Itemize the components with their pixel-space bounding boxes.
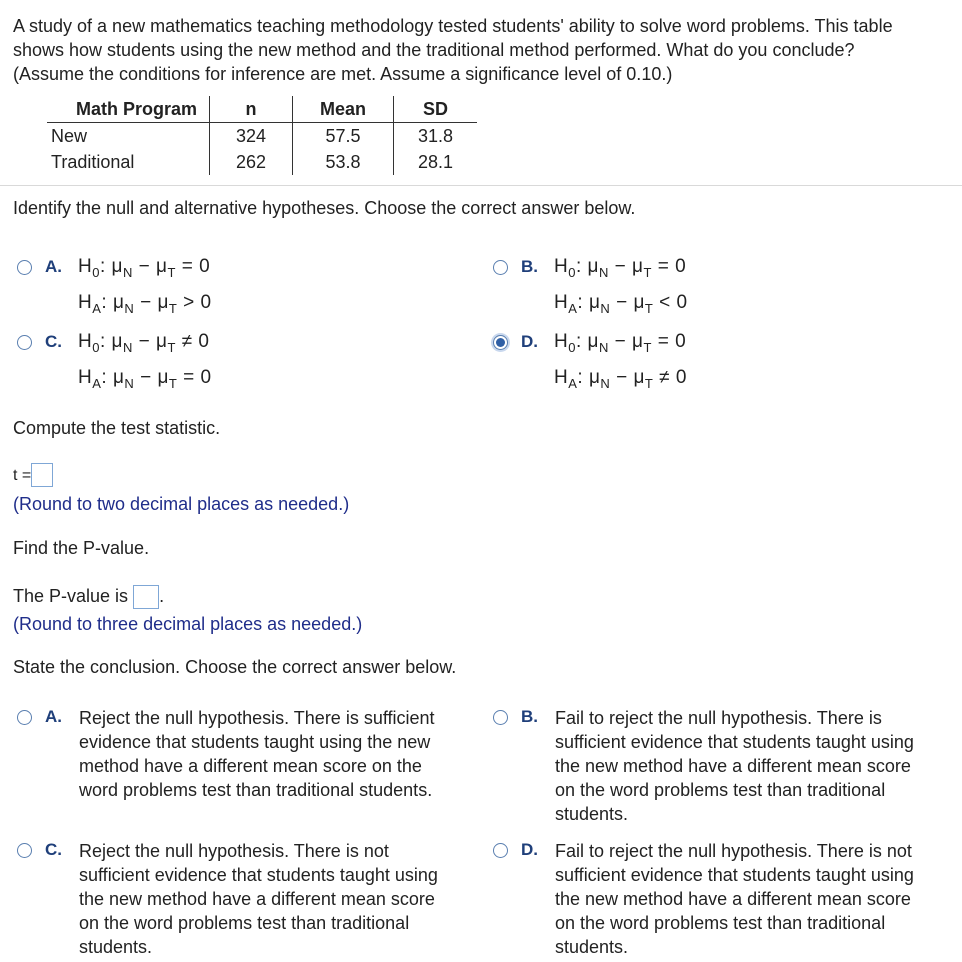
hypothesis-option-c-radio[interactable]	[17, 335, 32, 350]
p-value-suffix: .	[159, 585, 165, 606]
table-row	[47, 149, 477, 175]
conclusion-option-b-radio[interactable]	[493, 710, 508, 725]
p-value-input[interactable]	[133, 585, 159, 609]
hypothesis-option-d-radio[interactable]	[493, 335, 508, 350]
problem-line-2: shows how students using the new method and the traditional method performed. What do you conclude?	[13, 40, 855, 60]
conclusion-option-d[interactable]: Fail to reject the null hypothesis. There is not sufficient evidence that students taught using the new method have a different mean score on the word problems test than traditional students.	[555, 841, 914, 957]
table-cell: New	[51, 125, 88, 146]
conclusion-option-c-radio[interactable]	[17, 843, 32, 858]
table-cell: 28.1	[394, 149, 478, 175]
column-header-mean: Mean	[293, 96, 394, 123]
conclusion-option-d-radio[interactable]	[493, 843, 508, 858]
table-cell: 262	[210, 149, 293, 175]
table-cell: 57.5	[293, 123, 394, 150]
option-letter: A.	[45, 257, 62, 276]
column-header-program: Math Program	[75, 98, 197, 119]
option-letter: B.	[521, 257, 538, 276]
conclusion-prompt: State the conclusion. Choose the correct answer below.	[13, 657, 457, 677]
table-cell: 53.8	[293, 149, 394, 175]
test-statistic-row	[13, 463, 53, 487]
hypothesis-option-b-radio[interactable]	[493, 260, 508, 275]
t-label: t =	[13, 466, 32, 484]
hypothesis-option-a-radio[interactable]	[17, 260, 32, 275]
column-header-n: n	[210, 96, 293, 123]
option-letter: D.	[521, 840, 538, 859]
test-statistic-input[interactable]	[31, 463, 53, 487]
option-letter: A.	[45, 707, 62, 726]
column-header-sd: SD	[394, 96, 478, 123]
hypothesis-option-b[interactable]: $H_0$: $\mu_N - \mu_T = 0$ $H_A$: $\mu_N - \mu_T < 0$	[554, 256, 688, 316]
hypothesis-option-a[interactable]: $H_0$: $\mu_N - \mu_T = 0$ $H_A$: $\mu_N - \mu_T > 0$	[78, 256, 212, 316]
hypothesis-option-d[interactable]: $H_0$: $\mu_N - \mu_T = 0$ $H_A$: $\mu_N - \mu_T \ne 0$	[554, 331, 687, 391]
test-statistic-prompt: Compute the test statistic.	[13, 418, 221, 438]
table-header-row	[47, 96, 477, 123]
table-cell: 324	[210, 123, 293, 150]
hypotheses-prompt: Identify the null and alternative hypotheses. Choose the correct answer below.	[13, 198, 636, 218]
option-letter: C.	[45, 840, 62, 859]
table-cell: Traditional	[51, 151, 135, 172]
rounding-hint: (Round to three decimal places as needed.)	[13, 614, 363, 634]
option-letter: C.	[45, 332, 62, 351]
option-letter: D.	[521, 332, 538, 351]
p-value-label: The P-value is	[13, 585, 129, 606]
p-value-prompt: Find the P-value.	[13, 538, 150, 558]
problem-line-1: A study of a new mathematics teaching methodology tested students' ability to solve word problems. This table	[13, 16, 893, 36]
conclusion-option-b[interactable]: Fail to reject the null hypothesis. There is sufficient evidence that students taught using the new method have a different mean score on the word problems test than traditional students.	[555, 708, 914, 824]
conclusion-option-a-radio[interactable]	[17, 710, 32, 725]
table-cell: 31.8	[394, 123, 478, 150]
conclusion-option-a[interactable]: Reject the null hypothesis. There is sufficient evidence that students taught using the new method have a different mean score on the word problems test than traditional students.	[79, 708, 435, 800]
table-row	[47, 123, 477, 150]
conclusion-option-c[interactable]: Reject the null hypothesis. There is not sufficient evidence that students taught using the new method have a different mean score on the word problems test than traditional students.	[79, 841, 438, 957]
p-value-row	[13, 585, 164, 609]
hypothesis-option-c[interactable]: $H_0$: $\mu_N - \mu_T \ne 0$ $H_A$: $\mu_N - \mu_T = 0$	[78, 331, 212, 391]
option-letter: B.	[521, 707, 538, 726]
data-table	[47, 96, 477, 175]
problem-statement	[13, 14, 962, 86]
rounding-hint: (Round to two decimal places as needed.)	[13, 494, 350, 514]
problem-line-3: (Assume the conditions for inference are met. Assume a significance level of 0.10.)	[13, 64, 673, 84]
section-divider	[0, 185, 962, 186]
